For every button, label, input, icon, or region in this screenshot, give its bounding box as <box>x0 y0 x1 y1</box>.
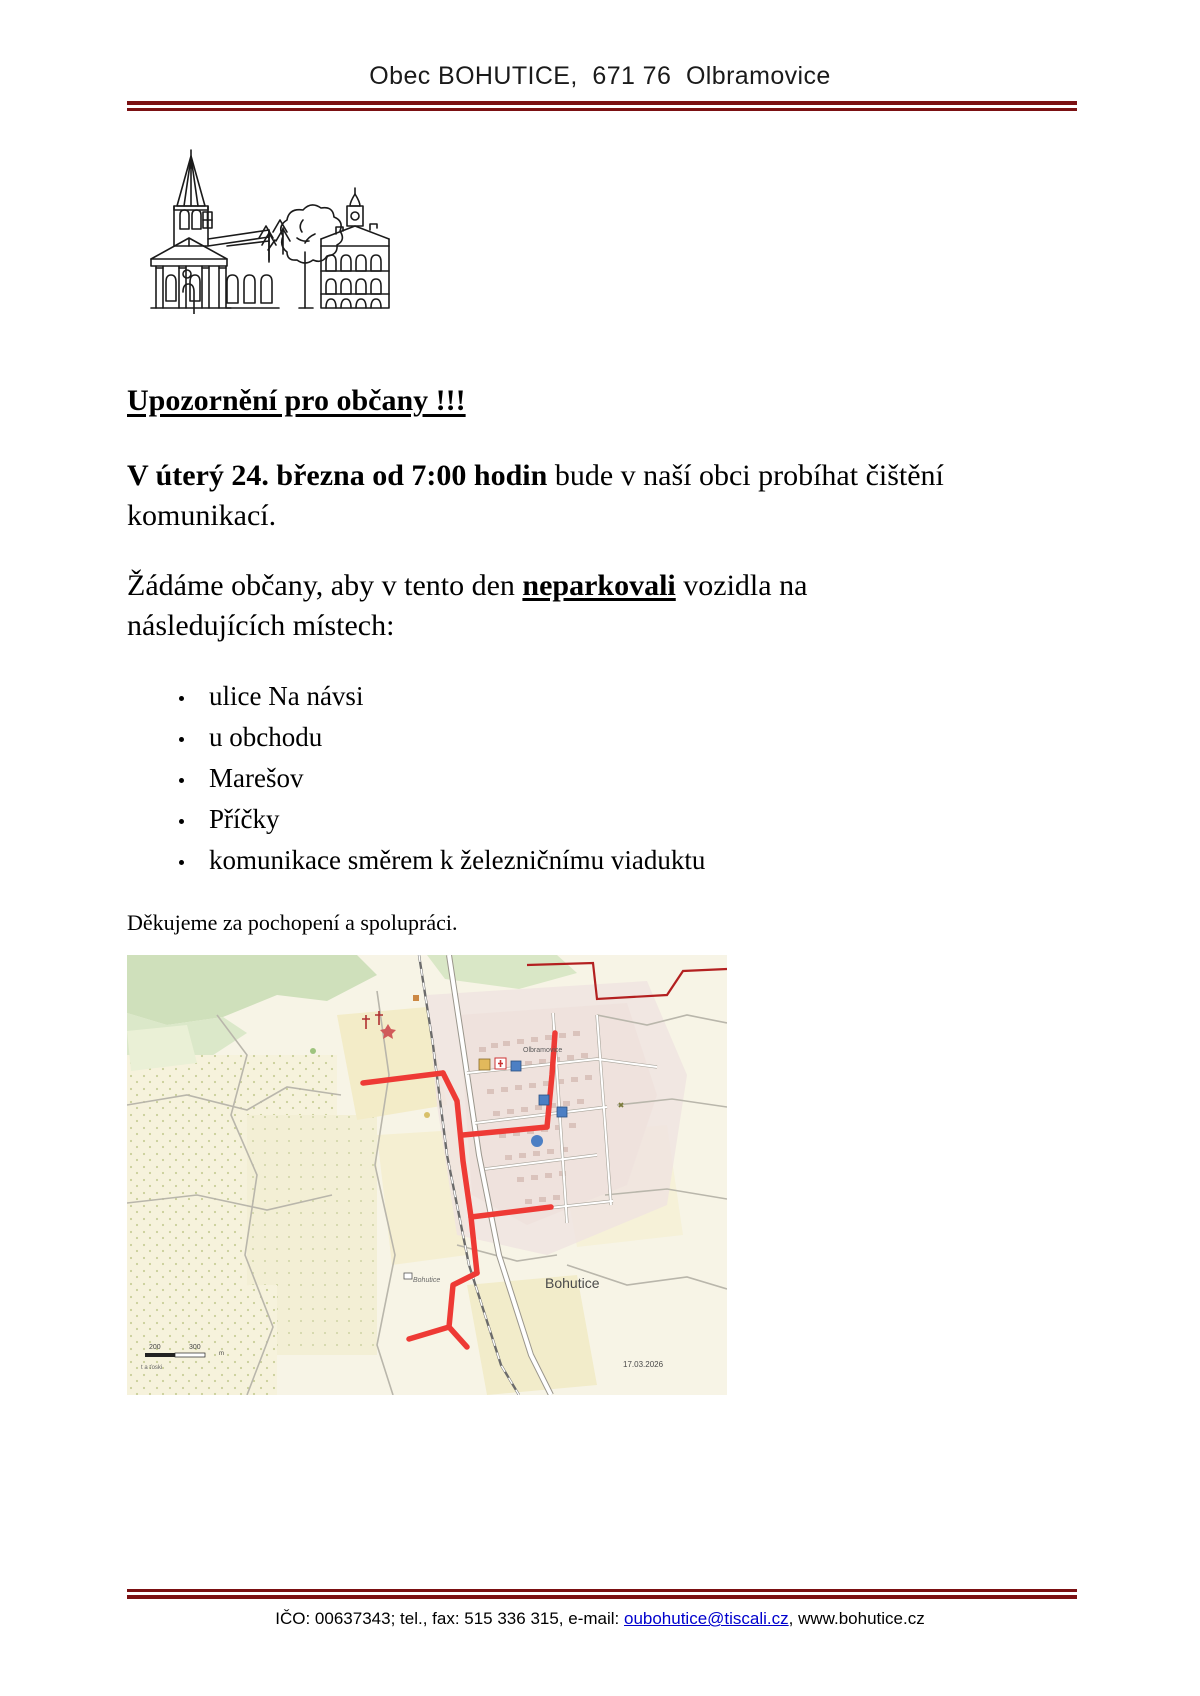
map-date-stamp: 17.03.2026 <box>623 1360 664 1369</box>
header-title: Obec BOHUTICE, 671 76 Olbramovice <box>369 62 831 90</box>
svg-text:300: 300 <box>189 1344 201 1351</box>
page-footer <box>0 1556 1200 1696</box>
list-item <box>172 840 1027 881</box>
list-item <box>172 799 1027 840</box>
page-title <box>127 383 1027 420</box>
footer-email-link[interactable]: oubohutice@tiscali.cz <box>623 1609 789 1628</box>
list-item <box>172 758 1027 799</box>
closing-thanks: Děkujeme za pochopení a spolupráci. <box>127 909 458 935</box>
village-emblem-icon <box>127 142 397 314</box>
footer-suffix: , www.bohutice.cz <box>788 1609 925 1628</box>
footer-rule-thick <box>127 1595 1077 1599</box>
restricted-places-list <box>127 676 1027 881</box>
page-title-text: Upozornění pro občany !!! <box>127 384 466 417</box>
place-label: ulice Na návsi <box>209 681 364 712</box>
list-item <box>172 676 1027 717</box>
svg-text:t a ťoski: t a ťoski <box>141 1365 163 1371</box>
footer-contact-line <box>0 1609 1200 1629</box>
request-lead: Žádáme občany, aby v tento den <box>127 568 523 602</box>
footer-prefix: IČO: 00637343; tel., fax: 515 336 315, e-mail: <box>275 1609 624 1628</box>
page-header <box>0 0 1200 125</box>
header-rule-thin <box>127 108 1077 111</box>
header-divider <box>127 101 1077 111</box>
village-map-image <box>127 955 727 1395</box>
document-body <box>127 383 1027 955</box>
place-label: komunikace směrem k železničnímu viaduktu <box>209 845 706 876</box>
request-emphasis: neparkovali <box>522 568 676 602</box>
notice-paragraph-date <box>127 456 967 536</box>
map-village-label-small: Bohutice <box>413 1277 441 1284</box>
svg-text:200: 200 <box>149 1344 161 1351</box>
request-rest: vozidla na následujících místech: <box>127 568 808 643</box>
footer-divider <box>127 1589 1077 1599</box>
place-label: u obchodu <box>209 722 323 753</box>
place-label: Marešov <box>209 763 304 794</box>
notice-date-rest: bude v naší obci probíhat čištění komunikací. <box>127 458 944 532</box>
list-item <box>172 717 1027 758</box>
map-village-label: Bohutice <box>545 1275 600 1291</box>
svg-text:m: m <box>219 1351 224 1357</box>
notice-paragraph-request <box>127 566 967 646</box>
map-neighbour-label: Olbramovice <box>523 1047 563 1054</box>
place-label: Příčky <box>209 804 280 835</box>
notice-date-bold: V úterý 24. března od 7:00 hodin <box>127 458 548 492</box>
